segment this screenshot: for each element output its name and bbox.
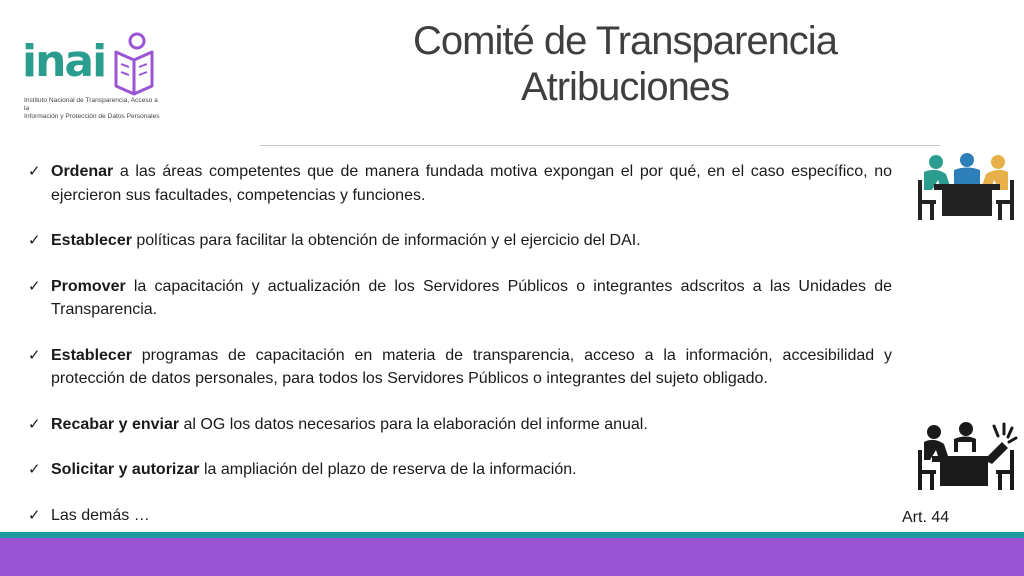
bullet-lead: Recabar y enviar	[51, 415, 180, 433]
list-item	[28, 275, 892, 322]
inai-logo	[22, 30, 162, 120]
bullet-lead: Establecer	[51, 232, 132, 249]
bullet-text: la capacitación y actualización de los Servidores Públicos o integrantes adscritos a las Unidades de Transparencia.	[51, 277, 892, 318]
list-item	[28, 504, 892, 528]
logo-reader-icon	[110, 30, 158, 100]
bullet-text: Las demás …	[51, 506, 150, 524]
bullet-lead: Promover	[51, 277, 126, 295]
bullet-lead: Establecer	[51, 346, 132, 364]
title-line1: Comité de Transparencia	[413, 19, 837, 63]
footer-band-purple	[0, 538, 1024, 576]
bullet-text: a las áreas competentes que de manera fundada motiva expongan el por qué, en el caso específico, no ejercieron sus facultades, competencias y funciones.	[51, 163, 892, 204]
meeting-table-icon	[914, 152, 1018, 222]
checkmark-icon: ✓	[28, 460, 41, 478]
list-item	[28, 413, 892, 437]
list-item	[28, 160, 892, 207]
logo-caption-line1: Instituto Nacional de Transparencia, Acceso a la	[24, 97, 158, 112]
bullet-text: políticas para facilitar la obtención de información y el ejercicio del DAI.	[131, 232, 641, 249]
checkmark-icon: ✓	[28, 414, 41, 433]
checkmark-icon: ✓	[28, 231, 41, 249]
list-item	[28, 229, 892, 253]
logo-caption	[24, 97, 164, 121]
bullet-lead: Ordenar	[51, 163, 114, 180]
page-title	[330, 18, 920, 110]
bullet-text: programas de capacitación en materia de transparencia, acceso a la información, accesibilidad y protección de datos personales, para todos los Servidores Públicos o integrantes del sujeto obligado.	[51, 346, 892, 387]
checkmark-icon: ✓	[28, 162, 41, 180]
bullet-lead: Solicitar y autorizar	[51, 461, 200, 478]
bullet-text: la ampliación del plazo de reserva de la información.	[199, 461, 577, 478]
logo-caption-line2: Información y Protección de Datos Personales	[24, 113, 160, 120]
logo-wordmark: inai	[22, 36, 106, 87]
checkmark-icon: ✓	[28, 276, 41, 295]
meeting-shout-icon	[912, 420, 1018, 492]
bullet-text: al OG los datos necesarios para la elaboración del informe anual.	[179, 415, 648, 433]
attributions-list	[28, 160, 892, 527]
title-line2: Atribuciones	[520, 65, 730, 109]
checkmark-icon: ✓	[28, 505, 41, 524]
list-item	[28, 458, 892, 482]
title-divider	[260, 145, 940, 146]
list-item	[28, 344, 892, 391]
checkmark-icon: ✓	[28, 345, 41, 364]
article-reference: Art. 44	[902, 509, 950, 526]
